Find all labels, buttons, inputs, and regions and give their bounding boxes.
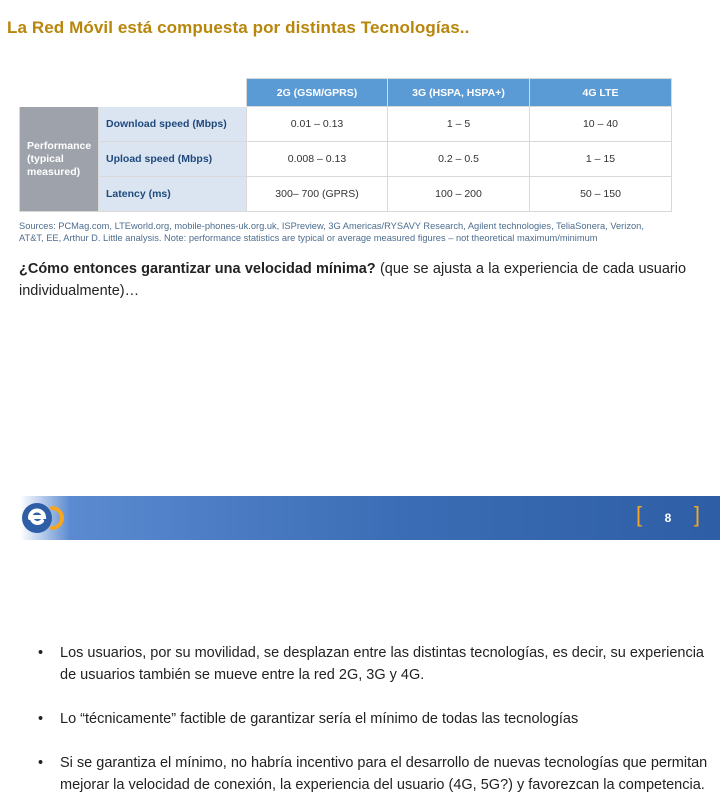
- bullet-item: [38, 752, 718, 796]
- performance-table: [19, 78, 672, 212]
- row-label-latency: Latency (ms): [99, 177, 247, 212]
- table-header-row: [20, 79, 672, 107]
- question-strong: ¿Cómo entonces garantizar una velocidad mínima?: [19, 261, 376, 277]
- slide-title: La Red Móvil está compuesta por distintas Tecnologías..: [7, 18, 470, 37]
- table-header-2g: 2G (GSM/GPRS): [247, 79, 388, 107]
- bullet-glyph: •: [38, 755, 44, 771]
- bullet-item: [38, 708, 718, 730]
- e-logo-icon: [22, 500, 62, 536]
- table-header-4g: 4G LTE: [530, 79, 672, 107]
- page-number-box: [636, 502, 700, 530]
- sources-line: Sources: PCMag.com, LTEworld.org, mobile-phones-uk.org.uk, ISPreview, 3G Americas/RYSAVY Research, Agilent technologies, TeliaSonera, Verizon,: [19, 221, 644, 231]
- bracket-open: [: [636, 502, 643, 527]
- cell-upload-2g: 0.008 – 0.13: [247, 142, 388, 177]
- group-label-line: Performance: [27, 139, 92, 152]
- bullet-item: [38, 642, 718, 686]
- question-rest: (que se ajusta a la experiencia de cada usuario individualmente)…: [19, 261, 687, 299]
- footer-bar: [0, 496, 720, 540]
- table-header-blank: [20, 79, 247, 107]
- question-paragraph: [19, 258, 686, 302]
- table-sources: [19, 220, 679, 244]
- cell-download-3g: 1 – 5: [388, 107, 530, 142]
- cell-upload-4g: 1 – 15: [530, 142, 672, 177]
- page-number: 8: [664, 511, 672, 525]
- bullet-text: Los usuarios, por su movilidad, se desplazan entre las distintas tecnologías, es decir, su experiencia de usuarios también se mueve entre la red 2G, 3G y 4G.: [60, 645, 704, 683]
- cell-latency-3g: 100 – 200: [388, 177, 530, 212]
- cell-download-2g: 0.01 – 0.13: [247, 107, 388, 142]
- group-label-line: measured): [27, 165, 81, 178]
- bullet-glyph: •: [38, 645, 44, 661]
- bracket-close: ]: [693, 502, 700, 527]
- table-header-3g: 3G (HSPA, HSPA+): [388, 79, 530, 107]
- table-row: [20, 107, 672, 142]
- cell-download-4g: 10 – 40: [530, 107, 672, 142]
- table-row: [20, 142, 672, 177]
- bullet-glyph: •: [38, 711, 44, 727]
- bullet-text: Si se garantiza el mínimo, no habría incentivo para el desarrollo de nuevas tecnologías que permitan mejorar la velocidad de conexión, la experiencia del usuario (4G, 5G?) y favorezcan la competencia.: [60, 755, 708, 793]
- cell-latency-2g: 300– 700 (GPRS): [247, 177, 388, 212]
- sources-line: AT&T, EE, Arthur D. Little analysis. Note: performance statistics are typical or average measured figures – not theoretical maximum/minimum: [19, 233, 598, 243]
- table-row: [20, 177, 672, 212]
- row-label-download: Download speed (Mbps): [99, 107, 247, 142]
- performance-group-label: [20, 107, 99, 212]
- bullet-text: Lo “técnicamente” factible de garantizar sería el mínimo de todas las tecnologías: [60, 711, 579, 727]
- cell-upload-3g: 0.2 – 0.5: [388, 142, 530, 177]
- cell-latency-4g: 50 – 150: [530, 177, 672, 212]
- row-label-upload: Upload speed (Mbps): [99, 142, 247, 177]
- group-label-line: (typical: [27, 152, 64, 165]
